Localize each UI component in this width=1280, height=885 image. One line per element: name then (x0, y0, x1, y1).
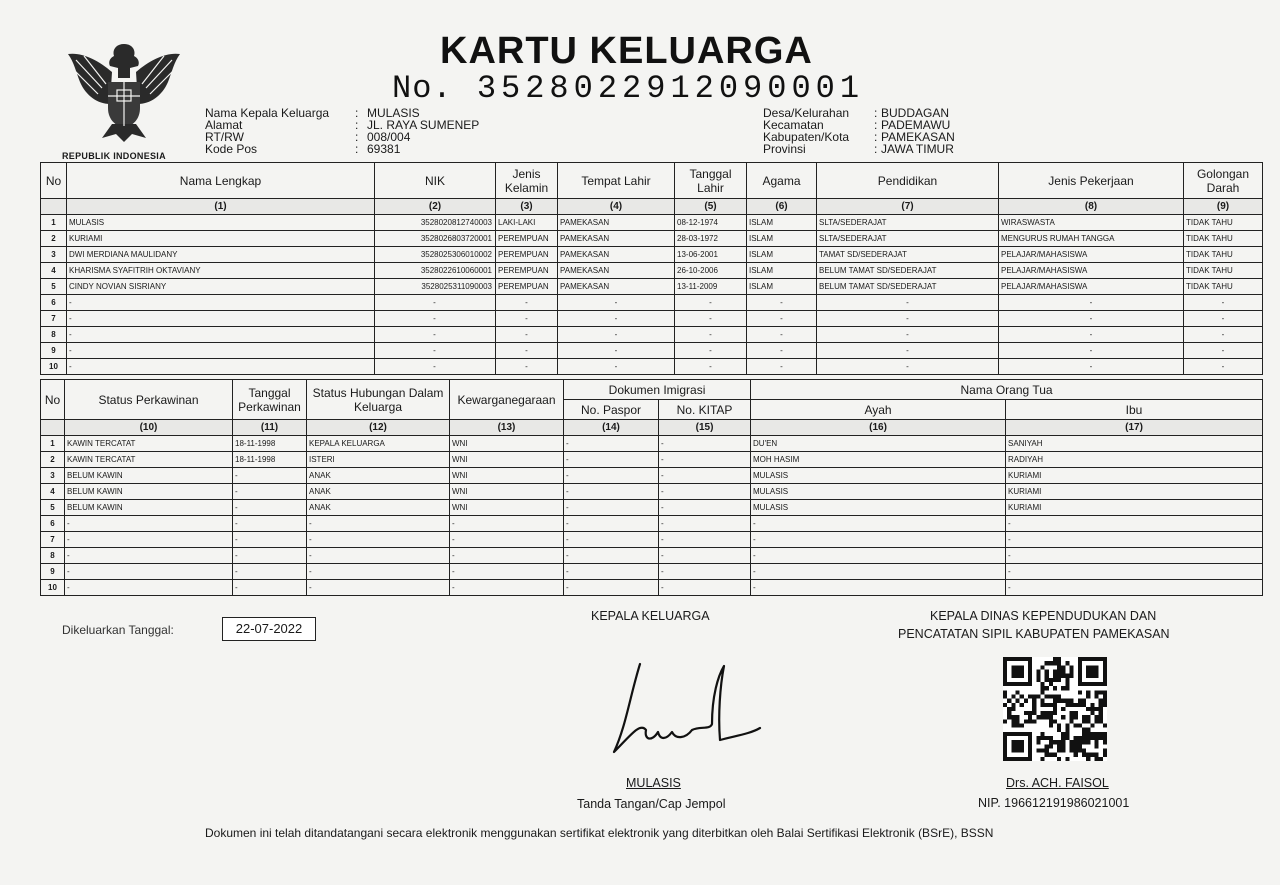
signature-caption: Tanda Tangan/Cap Jempol (577, 797, 726, 811)
table-row (41, 484, 1263, 500)
header-row: Desa/Kelurahan : BUDDAGAN (763, 106, 950, 120)
marriage-date-cell: - (233, 484, 307, 500)
mother-name-cell: - (1006, 532, 1263, 548)
col-number: (4) (558, 199, 675, 215)
relationship-cell: - (307, 532, 450, 548)
passport-cell: - (564, 580, 659, 596)
marriage-date-cell: - (233, 516, 307, 532)
gender-cell: PEREMPUAN (496, 263, 558, 279)
col-header-pendidikan: Pendidikan (817, 163, 999, 199)
col-header-tanggal-lahir: Tanggal Lahir (675, 163, 747, 199)
occupation-cell: - (999, 295, 1184, 311)
gender-cell: - (496, 295, 558, 311)
header-label: Kecamatan (763, 118, 824, 132)
nik-cell: 3528025311090003 (375, 279, 496, 295)
nik-cell: - (375, 327, 496, 343)
table-row (41, 359, 1263, 375)
table-row (41, 247, 1263, 263)
religion-cell: - (747, 359, 817, 375)
kk-number (392, 70, 864, 107)
col-header-tanggal-perkawinan: Tanggal Perkawinan (233, 380, 307, 420)
occupation-cell: - (999, 343, 1184, 359)
table-row (41, 468, 1263, 484)
full-name-cell: MULASIS (67, 215, 375, 231)
header-row: Kabupaten/Kota : PAMEKASAN (763, 130, 955, 144)
kk-number-label: No. (392, 70, 453, 107)
marital-status-cell: - (65, 516, 233, 532)
official-name: Drs. ACH. FAISOL (1006, 776, 1109, 790)
nik-cell: 3528025306010002 (375, 247, 496, 263)
header-row: Kode Pos : 69381 (205, 142, 401, 156)
col-header-kewarganegaraan: Kewarganegaraan (450, 380, 564, 420)
row-number: 1 (41, 215, 67, 231)
header-left (205, 107, 479, 155)
birthdate-cell: 26-10-2006 (675, 263, 747, 279)
nik-cell: - (375, 343, 496, 359)
mother-name-cell: - (1006, 580, 1263, 596)
full-name-cell: DWI MERDIANA MAULIDANY (67, 247, 375, 263)
col-header-ayah: Ayah (751, 400, 1006, 420)
col-header-nama-orang-tua: Nama Orang Tua (751, 380, 1263, 400)
marital-status-cell: - (65, 564, 233, 580)
education-cell: SLTA/SEDERAJAT (817, 231, 999, 247)
full-name-cell: - (67, 295, 375, 311)
occupation-cell: PELAJAR/MAHASISWA (999, 279, 1184, 295)
relationship-cell: - (307, 516, 450, 532)
birthplace-cell: - (558, 295, 675, 311)
header-label: Kode Pos (205, 142, 258, 156)
education-cell: - (817, 343, 999, 359)
mother-name-cell: KURIAMI (1006, 500, 1263, 516)
father-name-cell: MULASIS (751, 484, 1006, 500)
col-number: (8) (999, 199, 1184, 215)
birthplace-cell: PAMEKASAN (558, 279, 675, 295)
row-number: 6 (41, 295, 67, 311)
religion-cell: - (747, 327, 817, 343)
row-number: 8 (41, 327, 67, 343)
marriage-date-cell: - (233, 532, 307, 548)
occupation-cell: - (999, 327, 1184, 343)
marital-status-cell: KAWIN TERCATAT (65, 452, 233, 468)
occupation-cell: - (999, 359, 1184, 375)
col-number: (13) (450, 420, 564, 436)
row-number: 6 (41, 516, 65, 532)
col-number: (15) (659, 420, 751, 436)
father-name-cell: - (751, 548, 1006, 564)
gender-cell: - (496, 311, 558, 327)
citizenship-cell: - (450, 516, 564, 532)
table-row (41, 564, 1263, 580)
col-header-tempat-lahir: Tempat Lahir (558, 163, 675, 199)
row-number: 2 (41, 452, 65, 468)
qr-code-icon (1003, 657, 1107, 761)
mother-name-cell: KURIAMI (1006, 468, 1263, 484)
header-value: JAWA TIMUR (881, 142, 954, 156)
blood-type-cell: TIDAK TAHU (1184, 279, 1263, 295)
religion-cell: ISLAM (747, 247, 817, 263)
nik-cell: 3528022610060001 (375, 263, 496, 279)
marital-status-cell: BELUM KAWIN (65, 500, 233, 516)
birthdate-cell: 08-12-1974 (675, 215, 747, 231)
passport-cell: - (564, 564, 659, 580)
col-number: (9) (1184, 199, 1263, 215)
blood-type-cell: TIDAK TAHU (1184, 215, 1263, 231)
head-of-family-label: KEPALA KELUARGA (591, 609, 710, 623)
col-header-kitap: No. KITAP (659, 400, 751, 420)
col-header-jenis-kelamin: Jenis Kelamin (496, 163, 558, 199)
mother-name-cell: SANIYAH (1006, 436, 1263, 452)
passport-cell: - (564, 516, 659, 532)
religion-cell: - (747, 311, 817, 327)
table-row (41, 516, 1263, 532)
header-value: PAMEKASAN (881, 130, 955, 144)
marital-parents-table (40, 379, 1263, 596)
occupation-cell: PELAJAR/MAHASISWA (999, 263, 1184, 279)
kitap-cell: - (659, 532, 751, 548)
marriage-date-cell: - (233, 580, 307, 596)
col-header-nik: NIK (375, 163, 496, 199)
religion-cell: ISLAM (747, 231, 817, 247)
table-row (41, 532, 1263, 548)
passport-cell: - (564, 548, 659, 564)
row-number: 9 (41, 343, 67, 359)
birthdate-cell: - (675, 327, 747, 343)
col-number: (1) (67, 199, 375, 215)
col-header-status-hubungan: Status Hubungan Dalam Keluarga (307, 380, 450, 420)
col-number: (2) (375, 199, 496, 215)
blood-type-cell: - (1184, 327, 1263, 343)
marriage-date-cell: - (233, 500, 307, 516)
citizenship-cell: WNI (450, 436, 564, 452)
header-label: Provinsi (763, 142, 806, 156)
kitap-cell: - (659, 468, 751, 484)
blood-type-cell: - (1184, 359, 1263, 375)
col-number: (11) (233, 420, 307, 436)
kitap-cell: - (659, 484, 751, 500)
blood-type-cell: TIDAK TAHU (1184, 231, 1263, 247)
header-value: PADEMAWU (881, 118, 951, 132)
col-header-agama: Agama (747, 163, 817, 199)
republic-label: REPUBLIK INDONESIA (62, 151, 166, 161)
birthdate-cell: - (675, 311, 747, 327)
family-members-table (40, 162, 1263, 375)
table-row (41, 263, 1263, 279)
citizenship-cell: - (450, 580, 564, 596)
col-header-paspor: No. Paspor (564, 400, 659, 420)
header-value: 69381 (367, 142, 401, 156)
father-name-cell: MULASIS (751, 468, 1006, 484)
row-number: 10 (41, 580, 65, 596)
education-cell: - (817, 359, 999, 375)
col-header-no: No (41, 163, 67, 199)
passport-cell: - (564, 484, 659, 500)
full-name-cell: KHARISMA SYAFITRIH OKTAVIANY (67, 263, 375, 279)
gender-cell: PEREMPUAN (496, 247, 558, 263)
row-number: 7 (41, 311, 67, 327)
official-title-line1: KEPALA DINAS KEPENDUDUKAN DAN (930, 609, 1157, 623)
mother-name-cell: - (1006, 548, 1263, 564)
education-cell: SLTA/SEDERAJAT (817, 215, 999, 231)
header-label: Kabupaten/Kota (763, 130, 850, 144)
occupation-cell: - (999, 311, 1184, 327)
full-name-cell: KURIAMI (67, 231, 375, 247)
birthplace-cell: PAMEKASAN (558, 247, 675, 263)
col-number: (14) (564, 420, 659, 436)
row-number: 4 (41, 263, 67, 279)
header-label: Desa/Kelurahan (763, 106, 850, 120)
electronic-signature-note: Dokumen ini telah ditandatangani secara elektronik menggunakan sertifikat elektronik yang diterbitkan oleh Balai Sertifikasi Elektronik (BSrE), BSSN (205, 826, 994, 840)
header-value: 008/004 (367, 130, 411, 144)
mother-name-cell: KURIAMI (1006, 484, 1263, 500)
full-name-cell: - (67, 359, 375, 375)
issued-date-label: Dikeluarkan Tanggal: (62, 623, 174, 637)
table-row (41, 215, 1263, 231)
gender-cell: PEREMPUAN (496, 279, 558, 295)
relationship-cell: - (307, 580, 450, 596)
header-label: Nama Kepala Keluarga (205, 106, 330, 120)
birthdate-cell: 13-11-2009 (675, 279, 747, 295)
marital-status-cell: BELUM KAWIN (65, 484, 233, 500)
education-cell: - (817, 311, 999, 327)
col-header-no: No (41, 380, 65, 420)
col-header-pekerjaan: Jenis Pekerjaan (999, 163, 1184, 199)
row-number: 5 (41, 279, 67, 295)
header-value: MULASIS (367, 106, 420, 120)
birthplace-cell: - (558, 311, 675, 327)
header-value: JL. RAYA SUMENEP (367, 118, 480, 132)
blood-type-cell: - (1184, 295, 1263, 311)
table-row (41, 231, 1263, 247)
col-header-golongan-darah: Golongan Darah (1184, 163, 1263, 199)
row-number: 7 (41, 532, 65, 548)
full-name-cell: - (67, 311, 375, 327)
col-header-dokumen-imigrasi: Dokumen Imigrasi (564, 380, 751, 400)
marriage-date-cell: 18-11-1998 (233, 436, 307, 452)
table-row (41, 343, 1263, 359)
issued-date-value: 22-07-2022 (222, 617, 316, 641)
signature-icon (600, 656, 770, 766)
table-row (41, 452, 1263, 468)
religion-cell: ISLAM (747, 279, 817, 295)
citizenship-cell: WNI (450, 484, 564, 500)
col-number: (10) (65, 420, 233, 436)
col-header-ibu: Ibu (1006, 400, 1263, 420)
citizenship-cell: - (450, 564, 564, 580)
kitap-cell: - (659, 500, 751, 516)
education-cell: BELUM TAMAT SD/SEDERAJAT (817, 263, 999, 279)
religion-cell: - (747, 343, 817, 359)
row-number: 10 (41, 359, 67, 375)
citizenship-cell: WNI (450, 452, 564, 468)
gender-cell: LAKI-LAKI (496, 215, 558, 231)
birthdate-cell: 13-06-2001 (675, 247, 747, 263)
table-row (41, 580, 1263, 596)
blood-type-cell: - (1184, 311, 1263, 327)
passport-cell: - (564, 436, 659, 452)
header-row: Provinsi : JAWA TIMUR (763, 142, 954, 156)
father-name-cell: MULASIS (751, 500, 1006, 516)
nik-cell: - (375, 311, 496, 327)
gender-cell: - (496, 343, 558, 359)
row-number: 2 (41, 231, 67, 247)
header-value: BUDDAGAN (881, 106, 950, 120)
marital-status-cell: - (65, 532, 233, 548)
education-cell: TAMAT SD/SEDERAJAT (817, 247, 999, 263)
relationship-cell: ANAK (307, 484, 450, 500)
col-number: (5) (675, 199, 747, 215)
head-of-family-name: MULASIS (626, 776, 681, 790)
col-number: (12) (307, 420, 450, 436)
education-cell: - (817, 295, 999, 311)
nik-cell: - (375, 359, 496, 375)
gender-cell: - (496, 327, 558, 343)
citizenship-cell: WNI (450, 500, 564, 516)
full-name-cell: CINDY NOVIAN SISRIANY (67, 279, 375, 295)
official-nip: NIP. 196612191986021001 (978, 796, 1130, 810)
marital-status-cell: BELUM KAWIN (65, 468, 233, 484)
nik-cell: 3528020812740003 (375, 215, 496, 231)
father-name-cell: - (751, 580, 1006, 596)
citizenship-cell: - (450, 532, 564, 548)
document-title: KARTU KELUARGA (440, 30, 813, 72)
col-number: (16) (751, 420, 1006, 436)
table-row (41, 500, 1263, 516)
col-header-status-perkawinan: Status Perkawinan (65, 380, 233, 420)
blood-type-cell: - (1184, 343, 1263, 359)
passport-cell: - (564, 500, 659, 516)
col-number: (17) (1006, 420, 1263, 436)
full-name-cell: - (67, 343, 375, 359)
header-row: Kecamatan : PADEMAWU (763, 118, 951, 132)
relationship-cell: ANAK (307, 468, 450, 484)
table-row (41, 279, 1263, 295)
gender-cell: - (496, 359, 558, 375)
occupation-cell: MENGURUS RUMAH TANGGA (999, 231, 1184, 247)
table-row (41, 311, 1263, 327)
birthplace-cell: - (558, 343, 675, 359)
col-header-nama: Nama Lengkap (67, 163, 375, 199)
kitap-cell: - (659, 452, 751, 468)
marital-status-cell: - (65, 580, 233, 596)
marriage-date-cell: - (233, 564, 307, 580)
header-label: Alamat (205, 118, 243, 132)
mother-name-cell: - (1006, 516, 1263, 532)
header-row: Nama Kepala Keluarga : MULASIS (205, 106, 420, 120)
kitap-cell: - (659, 436, 751, 452)
marital-status-cell: - (65, 548, 233, 564)
mother-name-cell: - (1006, 564, 1263, 580)
marital-status-cell: KAWIN TERCATAT (65, 436, 233, 452)
gender-cell: PEREMPUAN (496, 231, 558, 247)
official-title-line2: PENCATATAN SIPIL KABUPATEN PAMEKASAN (898, 627, 1170, 641)
passport-cell: - (564, 468, 659, 484)
kk-number-value: 3528022912090001 (476, 70, 865, 107)
passport-cell: - (564, 452, 659, 468)
blood-type-cell: TIDAK TAHU (1184, 247, 1263, 263)
citizenship-cell: WNI (450, 468, 564, 484)
birthdate-cell: - (675, 343, 747, 359)
row-number: 8 (41, 548, 65, 564)
father-name-cell: MOH HASIM (751, 452, 1006, 468)
birthplace-cell: PAMEKASAN (558, 263, 675, 279)
table-row (41, 436, 1263, 452)
col-number: (7) (817, 199, 999, 215)
col-number: (6) (747, 199, 817, 215)
citizenship-cell: - (450, 548, 564, 564)
birthdate-cell: - (675, 359, 747, 375)
header-row: RT/RW : 008/004 (205, 130, 411, 144)
father-name-cell: - (751, 564, 1006, 580)
col-number: (3) (496, 199, 558, 215)
marriage-date-cell: 18-11-1998 (233, 452, 307, 468)
occupation-cell: PELAJAR/MAHASISWA (999, 247, 1184, 263)
education-cell: - (817, 327, 999, 343)
kitap-cell: - (659, 516, 751, 532)
nik-cell: 3528026803720001 (375, 231, 496, 247)
education-cell: BELUM TAMAT SD/SEDERAJAT (817, 279, 999, 295)
relationship-cell: ISTERI (307, 452, 450, 468)
row-number: 5 (41, 500, 65, 516)
kitap-cell: - (659, 580, 751, 596)
header-right (763, 107, 955, 155)
birthplace-cell: PAMEKASAN (558, 231, 675, 247)
kitap-cell: - (659, 548, 751, 564)
religion-cell: - (747, 295, 817, 311)
birthdate-cell: - (675, 295, 747, 311)
relationship-cell: ANAK (307, 500, 450, 516)
relationship-cell: KEPALA KELUARGA (307, 436, 450, 452)
kitap-cell: - (659, 564, 751, 580)
table-row (41, 548, 1263, 564)
passport-cell: - (564, 532, 659, 548)
row-number: 3 (41, 247, 67, 263)
row-number: 9 (41, 564, 65, 580)
birthplace-cell: - (558, 327, 675, 343)
full-name-cell: - (67, 327, 375, 343)
table-row (41, 295, 1263, 311)
garuda-emblem-icon (62, 38, 186, 146)
marriage-date-cell: - (233, 548, 307, 564)
religion-cell: ISLAM (747, 263, 817, 279)
religion-cell: ISLAM (747, 215, 817, 231)
father-name-cell: - (751, 516, 1006, 532)
blood-type-cell: TIDAK TAHU (1184, 263, 1263, 279)
header-row: Alamat : JL. RAYA SUMENEP (205, 118, 480, 132)
relationship-cell: - (307, 548, 450, 564)
birthplace-cell: - (558, 359, 675, 375)
birthdate-cell: 28-03-1972 (675, 231, 747, 247)
father-name-cell: - (751, 532, 1006, 548)
header-label: RT/RW (205, 130, 244, 144)
nik-cell: - (375, 295, 496, 311)
birthplace-cell: PAMEKASAN (558, 215, 675, 231)
table-row (41, 327, 1263, 343)
marriage-date-cell: - (233, 468, 307, 484)
relationship-cell: - (307, 564, 450, 580)
row-number: 4 (41, 484, 65, 500)
father-name-cell: DU'EN (751, 436, 1006, 452)
occupation-cell: WIRASWASTA (999, 215, 1184, 231)
mother-name-cell: RADIYAH (1006, 452, 1263, 468)
row-number: 3 (41, 468, 65, 484)
row-number: 1 (41, 436, 65, 452)
